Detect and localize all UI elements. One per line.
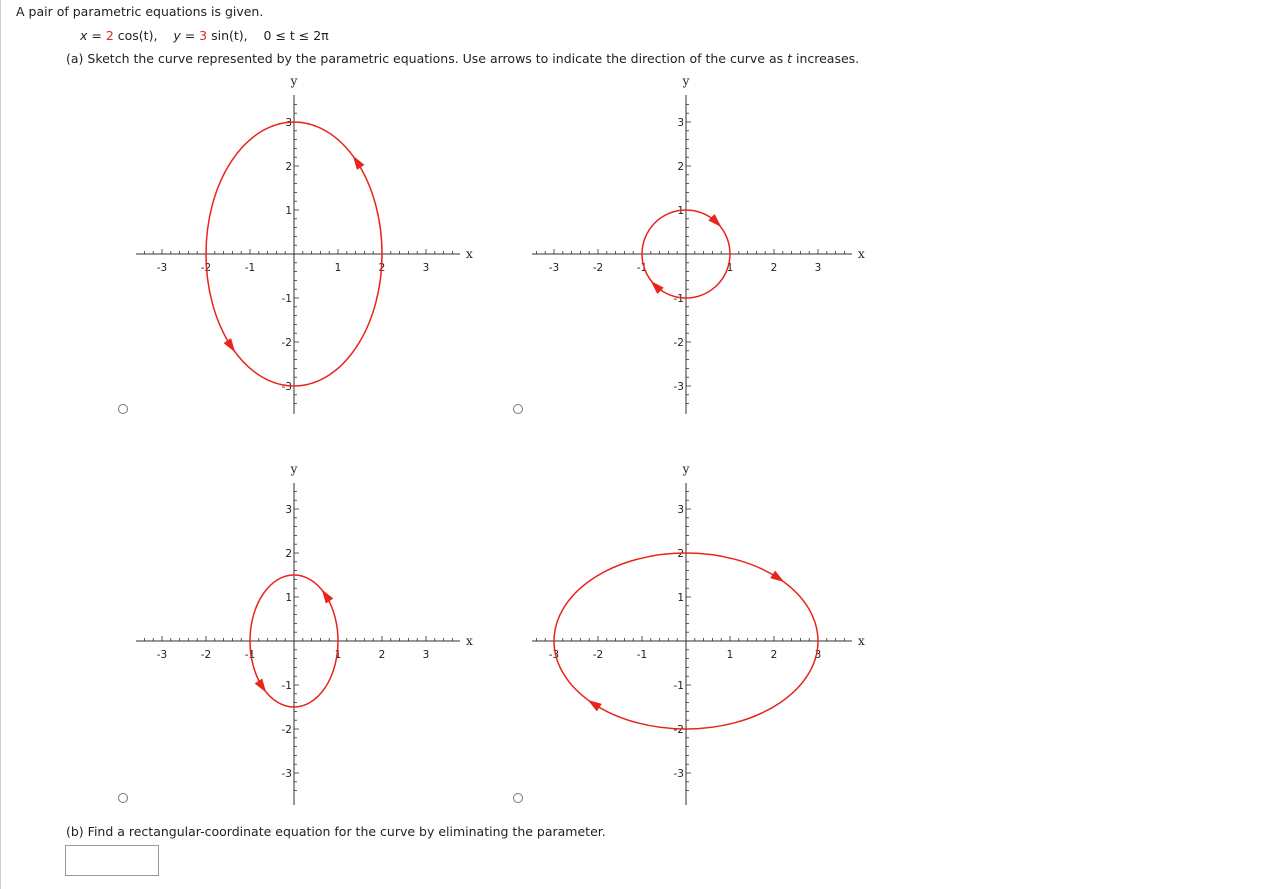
y-tick-label: -3 bbox=[281, 768, 292, 780]
option-a-direction-arrow-1 bbox=[353, 156, 365, 170]
option-a-graph bbox=[136, 74, 473, 414]
y-axis-label: y bbox=[290, 74, 298, 88]
part-a-text-1: (a) Sketch the curve represented by the parametric equations. Use arrows to indicate the direction of the curve as bbox=[66, 51, 788, 66]
x-tick-label: -1 bbox=[244, 649, 256, 661]
part-b-prompt: (b) Find a rectangular-coordinate equation for the curve by eliminating the parameter. bbox=[66, 824, 606, 839]
option-b-direction-arrow-2 bbox=[651, 281, 664, 294]
y-tick-label: -3 bbox=[673, 768, 684, 780]
eq-x-rhs: cos(t), bbox=[113, 28, 158, 43]
option-b-graph bbox=[532, 74, 865, 414]
option-d-direction-arrow-1 bbox=[770, 571, 784, 583]
y-tick-label: 2 bbox=[677, 548, 684, 560]
y-tick-label: -2 bbox=[281, 724, 292, 736]
y-tick-label: 1 bbox=[677, 592, 684, 604]
x-tick-label: -1 bbox=[636, 262, 648, 274]
part-a-var: t bbox=[787, 51, 792, 66]
x-tick-label: -1 bbox=[636, 649, 648, 661]
option-d-radio[interactable] bbox=[513, 793, 523, 803]
option-b-direction-arrow-1 bbox=[708, 214, 721, 227]
problem-intro: A pair of parametric equations is given. bbox=[16, 4, 264, 19]
y-tick-label: 2 bbox=[677, 161, 684, 173]
option-c-direction-arrow-1 bbox=[322, 589, 334, 603]
option-a-direction-arrow-2 bbox=[224, 338, 236, 352]
y-tick-label: -2 bbox=[673, 337, 684, 349]
x-tick-label: 1 bbox=[334, 262, 342, 274]
y-tick-label: -2 bbox=[281, 337, 292, 349]
y-tick-label: 3 bbox=[285, 117, 292, 129]
y-axis-label: y bbox=[682, 462, 690, 476]
option-d-graph bbox=[532, 462, 865, 805]
option-a-radio[interactable] bbox=[118, 404, 128, 414]
x-tick-label: 3 bbox=[814, 262, 822, 274]
x-tick-label: -2 bbox=[592, 649, 604, 661]
eq-y-coef: 3 bbox=[199, 28, 208, 43]
x-tick-label: -2 bbox=[592, 262, 604, 274]
x-tick-label: -2 bbox=[200, 262, 212, 274]
option-c-radio[interactable] bbox=[118, 793, 128, 803]
x-tick-label: 1 bbox=[334, 649, 342, 661]
x-tick-label: -3 bbox=[548, 262, 560, 274]
y-tick-label: -1 bbox=[281, 293, 292, 305]
y-tick-label: 2 bbox=[285, 161, 292, 173]
x-tick-label: 1 bbox=[726, 262, 734, 274]
x-tick-label: 2 bbox=[770, 262, 778, 274]
y-tick-label: -3 bbox=[673, 381, 684, 393]
y-tick-label: 3 bbox=[285, 504, 292, 516]
x-axis-label: x bbox=[466, 634, 473, 648]
x-tick-label: -3 bbox=[548, 649, 560, 661]
answer-input[interactable] bbox=[65, 845, 159, 876]
y-axis-label: y bbox=[290, 462, 298, 476]
x-tick-label: 3 bbox=[814, 649, 822, 661]
y-tick-label: 1 bbox=[285, 205, 292, 217]
x-tick-label: 3 bbox=[422, 649, 430, 661]
eq-range: 0 ≤ t ≤ 2π bbox=[263, 28, 329, 43]
x-tick-label: 3 bbox=[422, 262, 430, 274]
y-tick-label: 2 bbox=[285, 548, 292, 560]
option-c-direction-arrow-2 bbox=[255, 679, 267, 693]
x-axis-label: x bbox=[858, 247, 865, 261]
x-axis-label: x bbox=[466, 247, 473, 261]
eq-x-lhs: x = bbox=[80, 28, 106, 43]
x-tick-label: -3 bbox=[156, 262, 168, 274]
y-tick-label: 3 bbox=[677, 504, 684, 516]
y-tick-label: -1 bbox=[673, 293, 684, 305]
option-c-graph bbox=[136, 462, 473, 805]
y-tick-label: -3 bbox=[281, 381, 292, 393]
y-tick-label: -1 bbox=[281, 680, 292, 692]
part-a-text-2: increases. bbox=[792, 51, 860, 66]
x-tick-label: -3 bbox=[156, 649, 168, 661]
y-tick-label: -1 bbox=[673, 680, 684, 692]
x-tick-label: 2 bbox=[770, 649, 778, 661]
y-tick-label: 1 bbox=[677, 205, 684, 217]
eq-y-lhs: y = bbox=[173, 28, 200, 43]
x-tick-label: -2 bbox=[200, 649, 212, 661]
x-tick-label: 2 bbox=[378, 649, 386, 661]
eq-x-coef: 2 bbox=[105, 28, 114, 43]
eq-y-rhs: sin(t), bbox=[207, 28, 248, 43]
y-axis-label: y bbox=[682, 74, 690, 88]
y-tick-label: -2 bbox=[673, 724, 684, 736]
x-tick-label: 2 bbox=[378, 262, 386, 274]
x-tick-label: -1 bbox=[244, 262, 256, 274]
option-d-direction-arrow-2 bbox=[588, 700, 602, 712]
y-tick-label: 1 bbox=[285, 592, 292, 604]
option-b-radio[interactable] bbox=[513, 404, 523, 414]
x-tick-label: 1 bbox=[726, 649, 734, 661]
x-axis-label: x bbox=[858, 634, 865, 648]
y-tick-label: 3 bbox=[677, 117, 684, 129]
